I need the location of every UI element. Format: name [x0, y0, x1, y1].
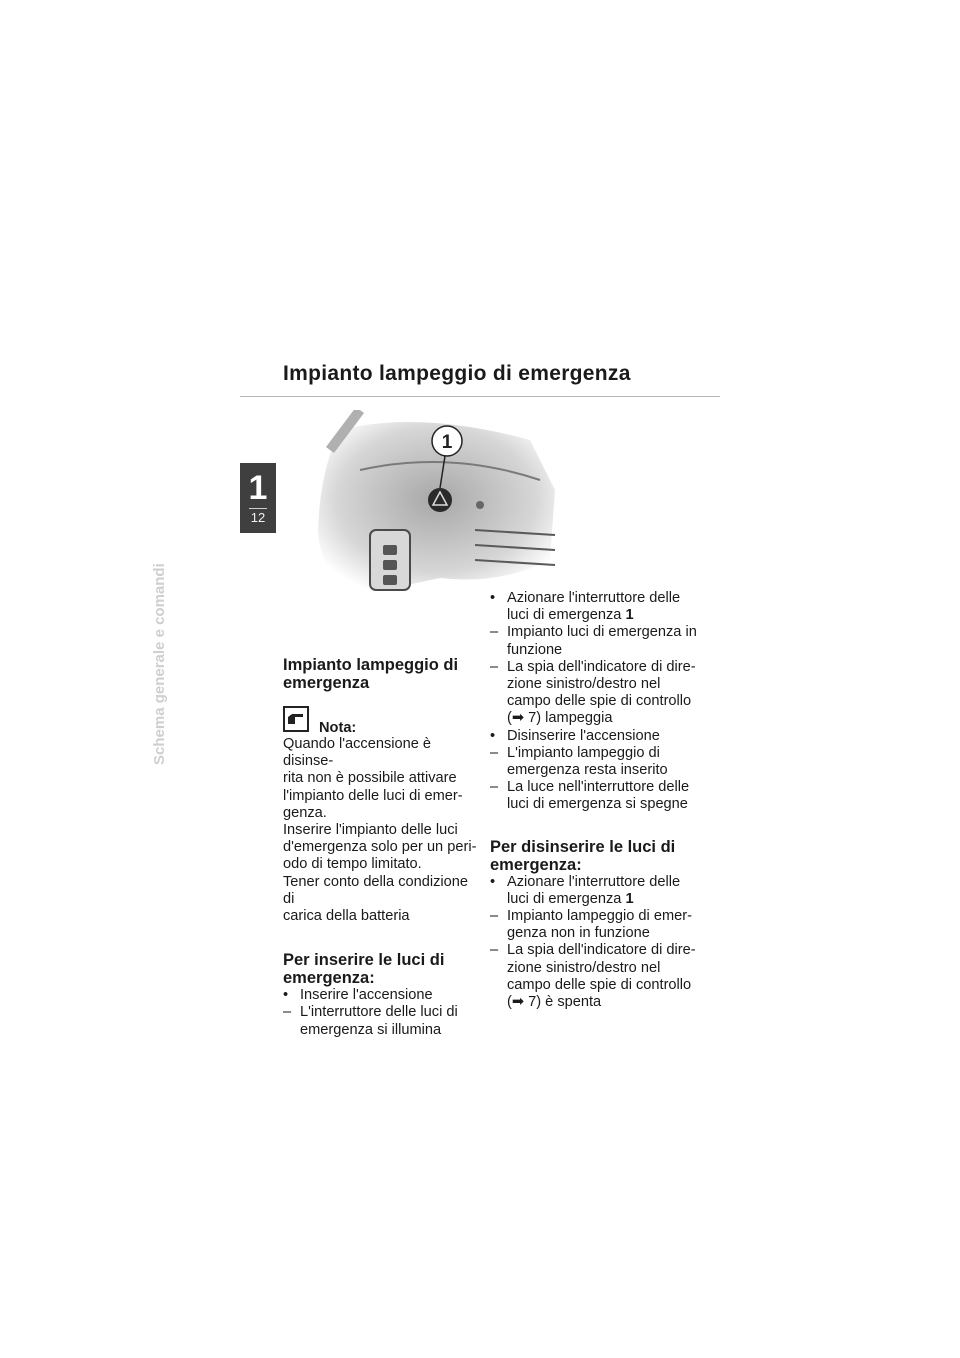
- list-item: • Inserire l'accensione: [283, 987, 433, 1004]
- switch-on-heading: Per inserire le luci di emergenza:: [283, 951, 445, 988]
- note-line: Tener conto della condizione di: [283, 873, 468, 907]
- list-item: – Impianto luci di emergenza in funzione: [490, 624, 697, 658]
- chapter-divider: [249, 508, 267, 509]
- note-header: [283, 706, 483, 734]
- note-line: l'impianto delle luci di emer-: [283, 787, 463, 804]
- list-item: – Impianto lampeggio di emer- genza non in funzione: [490, 908, 692, 942]
- section-heading: Impianto lampeggio di emergenza: [283, 656, 459, 692]
- note-hand-icon: [283, 706, 309, 732]
- note-line: rita non è possibile attivare: [283, 770, 457, 787]
- list-item: – La spia dell'indicatore di dire- zione sinistro/destro nel campo delle spie di controllo (➡ 7) è spenta: [490, 942, 696, 1011]
- page-title: Impianto lampeggio di emergenza: [283, 362, 631, 385]
- left-column: [283, 656, 483, 1039]
- note-line: odo di tempo limitato.: [283, 856, 422, 873]
- note-line: Quando l'accensione è disinse-: [283, 736, 432, 770]
- switch-off-heading: Per disinserire le luci di emergenza:: [490, 837, 676, 874]
- figure-callout: 1: [441, 432, 453, 453]
- note-text: [283, 736, 483, 925]
- page-number: 12: [250, 510, 266, 525]
- list-item: – La spia dell'indicatore di dire- zione sinistro/destro nel campo delle spie di controllo (➡ 7) lampeggia: [490, 658, 696, 727]
- note-line: genza.: [283, 804, 327, 821]
- note-line: d'emergenza solo per un peri-: [283, 839, 477, 856]
- note-label: Nota:: [319, 720, 357, 736]
- list-item: – L'impianto lampeggio di emergenza resta inserito: [490, 744, 668, 779]
- list-item: • Azionare l'interruttore delle luci di emergenza 1: [490, 590, 681, 624]
- section-side-label: Schema generale e comandi: [151, 563, 169, 765]
- right-column: [490, 590, 700, 1011]
- chapter-tab: [240, 463, 276, 533]
- list-item: • Azionare l'interruttore delle luci di emergenza 1: [490, 873, 681, 907]
- note-line: carica della batteria: [283, 908, 410, 925]
- list-item: – La luce nell'interruttore delle luci di emergenza si spegne: [490, 779, 690, 813]
- note-line: Inserire l'impianto delle luci: [283, 822, 458, 839]
- list-item: – L'interruttore delle luci di emergenza si illumina: [283, 1004, 458, 1038]
- chapter-number: 1: [248, 469, 268, 507]
- title-divider: [240, 396, 720, 397]
- handlebar-photo: [300, 410, 560, 610]
- list-item: • Disinserire l'accensione: [490, 727, 660, 744]
